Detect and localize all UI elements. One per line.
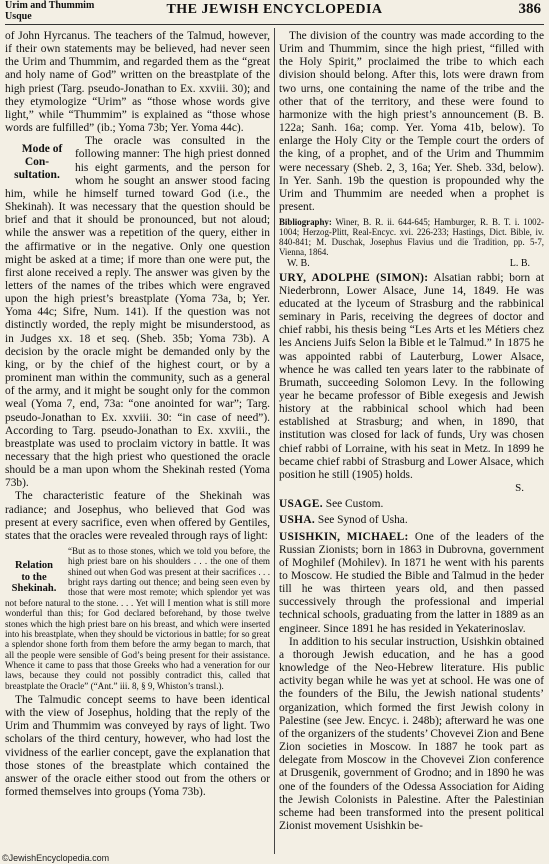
paragraph: In addition to his secular instruction, Usishkin obtained a thorough Jewish education, and he has a good knowledge of the Neo-Hebrew literature. His public activity began while he was yet at school. He was one of the founders of the Bilu, the Jewish national students’ organization, which formed the first Jewish colony in Palestine (see Jew. Encyc. i. 248b); afterward he was one of the organizers of the students’ Chovevei Zion and Bene Zion societies in Moscow. In 1887 he took part as delegate from Moscow in the Chovevei Zion conference at Drusgenik, government of Grodno; and in 1890 he was one of the founders of the Odessa Association for Aiding the Jewish Colonists in Palestine. After the Palestinian scheme had been transformed into the present political Zionist movement Usishkin be-: [279, 635, 544, 832]
entry-headword: USAGE.: [279, 498, 323, 511]
bibliography-label: Bibliography:: [279, 217, 332, 228]
paragraph: The characteristic feature of the Shekinah was radiance; and Josephus, who believed that God was present at every sacrifice, even when offered by Gentiles, states that the oracles were revealed through rays of light:: [5, 490, 270, 542]
entry-text: One of the leaders of the Russian Zionists; born in 1863 in Dubrovna, government of Moghilef (Mohilev). In 1871 he went with his parents to Moscow. He studied the Bible and Talmud in the ḥeder till he was thirteen years old, and then passed successively through the professional and imperial technical schools, graduating from the latter in 1889 as an engineer. Since 1891 he has resided in Yekaterinoslav.: [279, 530, 544, 635]
entry-headword: URY, ADOLPHE (SIMON):: [279, 271, 429, 284]
paragraph: The division of the country was made according to the Urim and Thummim, since the high priest, “filled with the Holy Spirit,” proclaimed the tribe to which each division should belong. After this, lots were drawn from two urns, one containing the name of the tribe and the other that of the territory, and these were found to harmonize with the high priest’s announcement (B. B. 122a; Sanh. 16a; comp. Yer. Yoma 41b, below). To enlarge the Holy City or the Temple court the orders of the king, of a prophet, and of the Urim and Thummim were necessary (Sheb. 2, 3, 16a; Yer. Sheb. 33d, below). In Yer. Sanh. 19b the question is propounded why the Urim and Thummim are needed when a prophet is present.: [279, 30, 544, 214]
site-watermark: ©JewishEncyclopedia.com: [2, 853, 110, 863]
entry-headword: USHA.: [279, 514, 315, 527]
entry-usha: [279, 514, 544, 527]
bibliography-text: Winer, B. R. ii. 644-645; Hamburger, R. B. T. i. 1002-1004; Herzog-Plitt, Real-Encyc. xvi. 226-233; Hastings, Dict. Bible, iv. 840-841; M. Duschak, Josephus Flavius und die Tradition, pp. 5-7, Vienna, 1864.: [279, 217, 544, 258]
header-rule: [5, 24, 544, 25]
entry-headword: USISHKIN, MICHAEL:: [279, 530, 409, 543]
cross-reference: See Custom.: [325, 498, 384, 511]
running-head-first: Urim and Thummim: [5, 0, 95, 11]
signature-line: [279, 482, 544, 495]
left-column: [5, 30, 270, 852]
signature-line: [279, 258, 544, 269]
entry-ury: [279, 272, 544, 483]
bibliography: [279, 217, 544, 257]
author-initials: W. B.: [287, 257, 310, 269]
paragraph: The Talmudic concept seems to have been identical with the view of Josephus, holding that the reply of the Urim and Thummim was conveyed by rays of light. Two scholars of the third century, however, who had lost the vividness of the earlier concept, gave the explanation that those stones of the breastplate which contained the answer of the oracle either stood out from the others or formed themselves into groups (Yoma 73b).: [5, 693, 270, 798]
block-quote: Relation to the Shekinah. “But as to those stones, which we told you before, the high priest bare on his shoulders . . . the one of them shined out when God was present at their sacrifices . . . bright rays darting out thence; and being seen even by those that were most remote; which splendor yet was not before natural to the stone. . . . Yet will I mention what is still more wonderful than this; for God declared beforehand, by those twelve stones which the high priest bare on his breast, and which were inserted into his breastplate, when they should be victorious in battle; for so great a splendor shone forth from them before the army began to march, that all the people were sensible of God’s being present for their assistance. Whence it came to pass that those Greeks who had a veneration for our laws, because they could not possibly contradict this, called that breastplate the Oracle” (“Ant.” iii. 8, § 9, Whiston’s transl.).: [5, 546, 270, 691]
page-header: [0, 0, 549, 26]
margin-heading-relation-to-shekinah: Relation to the Shekinah.: [11, 560, 57, 595]
page-number: 386: [518, 1, 541, 17]
author-initials: L. B.: [509, 257, 530, 269]
column-divider: [274, 28, 275, 854]
author-initials: S.: [515, 482, 524, 495]
page-title: THE JEWISH ENCYCLOPEDIA: [166, 2, 383, 17]
entry-usishkin: [279, 531, 544, 636]
entry-text: Alsatian rabbi; born at Niederbronn, Lower Alsace, June 14, 1849. He was educated at the lyceum of Strasburg and the rabbinical seminary in Paris, receiving the degrees of doctor and chief rabbi, his thesis being “Les Arts et les Métiers chez les Anciens Juifs Selon la Bible et le Talmud.” In 1875 he was appointed rabbi of Lauterburg, Lower Alsace, whence he was called ten years later to the rabbinate of Brumath, succeeding Solomon Levy. In the following year he became professor of Bible exegesis and Jewish history at the rabbinical school which had been established at Strasburg; and when, in 1890, that institution was closed for lack of funds, Ury was chosen chief rabbi of Lorraine, with his seat in Metz. In 1899 he became chief rabbi of Strasburg and Lower Alsace, which position he still (1905) holds.: [279, 271, 544, 481]
running-head-last: Usque: [5, 10, 32, 22]
right-column: [279, 30, 544, 852]
margin-heading-mode-of-consultation: Mode of Con- sultation.: [14, 143, 63, 182]
paragraph: Mode of Con- sultation. The oracle was consulted in the following manner: The high priest donned his eight garments, and the person for whom he sought an answer stood facing him, while he himself turned toward God (i.e., the Shekinah). It was necessary that the question should be brief and that it should be pronounced, but not aloud; while the answer was a repetition of the query, either in the affirmative or in the negative. Only one question might be asked at a time; if more than one were put, the first alone received a reply. The answer was given by the letters of the names of the tribes which were engraved upon the high priest’s breastplate (Yoma 73a, b; Yer. Yoma 44c; Sifre, Num. 141). If the question was not distinctly worded, the reply might be misunderstood, as in Judges xx. 18 et seq. (Sheb. 35b; Yoma 73b). A decision by the oracle might be demanded only by the king, or by the chief of the highest court, or by a prominent man within the community, such as a general of the army, and it might be sought only for the common weal (Yoma 7, end, 73a: “one anointed for war”; Targ. pseudo-Jonathan to Ex. xxviii. 30: “in case of need”). According to Targ. pseudo-Jonathan to Ex. xxviii., the breastplate was used to proclaim victory in battle. It was necessary that the high priest who questioned the oracle should be a man upon whom the Shekinah rested (Yoma 73b).: [5, 135, 270, 490]
entry-usage: [279, 498, 544, 511]
paragraph: of John Hyrcanus. The teachers of the Talmud, however, if their own statements may be believed, had never seen the Urim and Thummim, and regarded them as the “great and holy name of God” written on the breastplate of the high priest (Targ. pseudo-Jonathan to Ex. xxviii. 30); and they etymologize “Urim” as “those whose words give light,” while “Thummim” is explained as “those whose words are fulfilled” (ib.; Yoma 73b; Yer. Yoma 44c).: [5, 30, 270, 135]
cross-reference: See Synod of Usha.: [317, 514, 408, 527]
